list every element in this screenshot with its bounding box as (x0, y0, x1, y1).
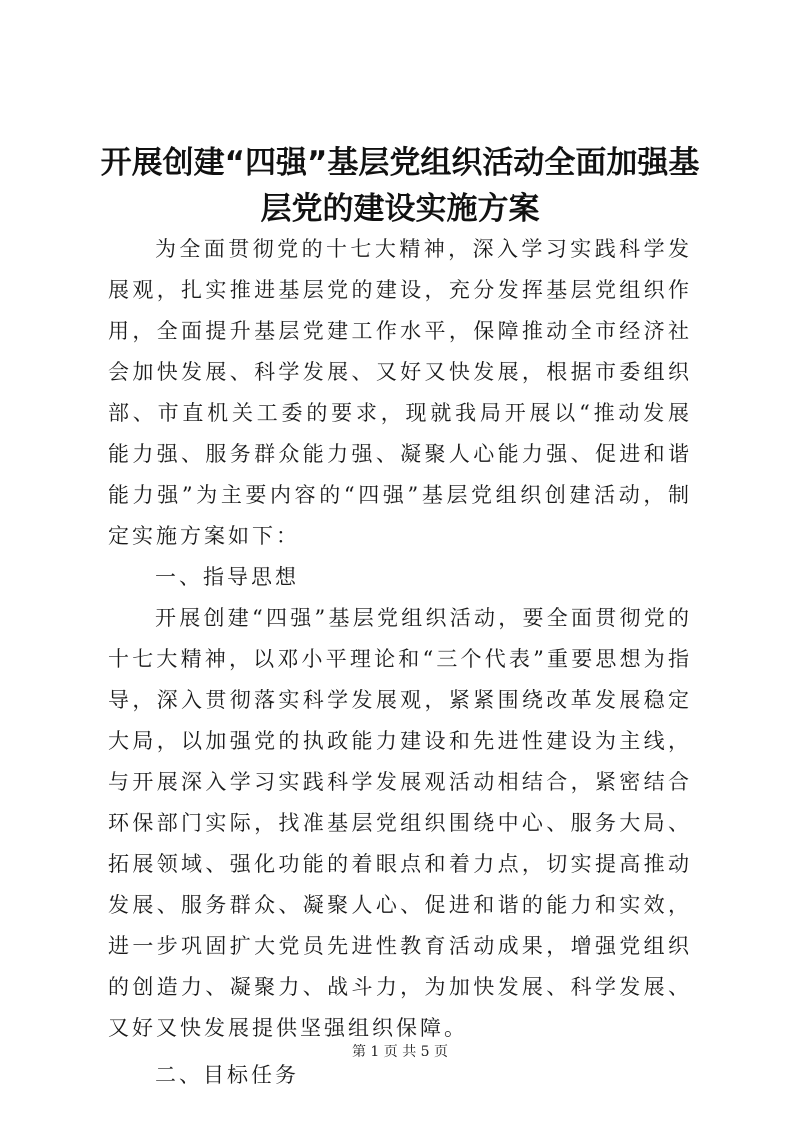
intro-paragraph: 为全面贯彻党的十七大精神，深入学习实践科学发展观，扎实推进基层党的建设，充分发挥基层党组织作用，全面提升基层党建工作水平，保障推动全市经济社会加快发展、科学发展、又好又快发展，根据市委组织部、市直机关工委的要求，现就我局开展以“推动发展能力强、服务群众能力强、凝聚人心能力强、促进和谐能力强”为主要内容的“四强”基层党组织创建活动，制定实施方案如下： (108, 237, 692, 548)
document-body (108, 229, 692, 1096)
guiding-ideology-paragraph: 开展创建“四强”基层党组织活动，要全面贯彻党的十七大精神，以邓小平理论和“三个代表”重要思想为指导，深入贯彻落实科学发展观，紧紧围绕改革发展稳定大局，以加强党的执政能力建设和先进性建设为主线，与开展深入学习实践科学发展观活动相结合，紧密结合环保部门实际，找准基层党组织围绕中心、服务大局、拓展领域、强化功能的着眼点和着力点，切实提高推动发展、服务群众、凝聚人心、促进和谐的能力和实效，进一步巩固扩大党员先进性教育活动成果，增强党组织的创造力、凝聚力、战斗力，为加快发展、科学发展、又好又快发展提供坚强组织保障。 (108, 606, 692, 1040)
page-number-label: 第 1 页 共 5 页 (351, 1044, 449, 1060)
page-footer (0, 1043, 800, 1061)
page-title: 开展创建“四强”基层党组织活动全面加强基层党的建设实施方案 (100, 145, 700, 227)
section-heading-guiding-ideology: 一、指导思想 (155, 565, 299, 589)
section-heading-goals-tasks: 二、目标任务 (155, 1063, 299, 1087)
